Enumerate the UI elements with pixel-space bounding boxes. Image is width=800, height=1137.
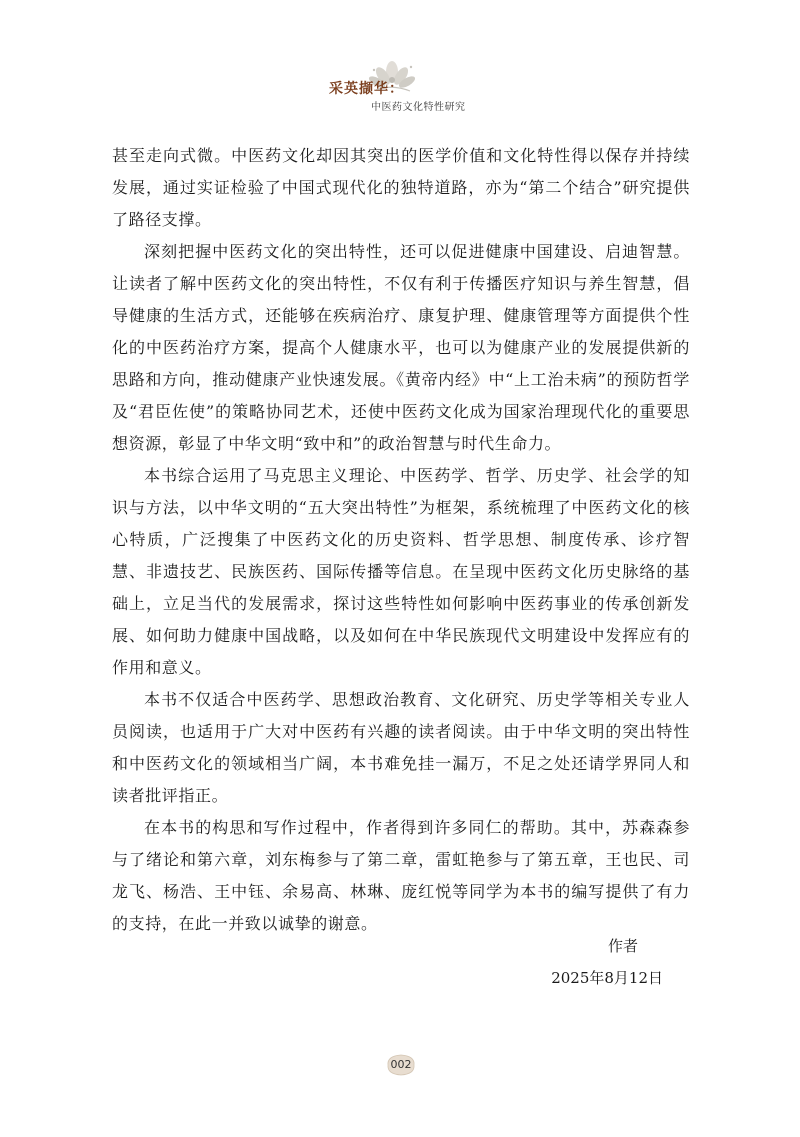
paragraph: 深刻把握中医药文化的突出特性，还可以促进健康中国建设、启迪智慧。让读者了解中医药文化的突出特性，不仅有利于传播医疗知识与养生智慧，倡导健康的生活方式，还能够在疾病治疗、康复护理、健康管理等方面提供个性化的中医药治疗方案，提高个人健康水平，也可以为健康产业的发展提供新的思路和方向，推动健康产业快速发展。《黄帝内经》中“上工治未病”的预防哲学及“君臣佐使”的策略协同艺术，还使中医药文化成为国家治理现代化的重要思想资源，彰显了中华文明“致中和”的政治智慧与时代生命力。 [112,242,690,453]
page-number: 002 [390,1058,412,1071]
paragraph: 甚至走向式微。中医药文化却因其突出的医学价值和文化特性得以保存并持续发展，通过实证检验了中国式现代化的独特道路，亦为“第二个结合”研究提供了路径支撑。 [112,146,690,229]
signature-block [551,930,663,994]
paragraph: 在本书的构思和写作过程中，作者得到许多同仁的帮助。其中，苏森森参与了绪论和第六章，刘东梅参与了第二章，雷虹艳参与了第五章，王也民、司龙飞、杨浩、王中钰、余易高、林琳、庞红悦等同学为本书的编写提供了有力的支持，在此一并致以诚挚的谢意。 [112,818,690,933]
signature-date: 2025年8月12日 [551,969,663,987]
paragraph: 本书不仅适合中医药学、思想政治教育、文化研究、历史学等相关专业人员阅读，也适用于广大对中医药有兴趣的读者阅读。由于中华文明的突出特性和中医药文化的领域相当广阔，本书难免挂一漏万，不足之处还请学界同人和读者批评指正。 [112,690,690,805]
page-number-badge [385,1052,417,1078]
paragraph: 本书综合运用了马克思主义理论、中医药学、哲学、历史学、社会学的知识与方法，以中华文明的“五大突出特性”为框架，系统梳理了中医药文化的核心特质，广泛搜集了中医药文化的历史资料、哲学思想、制度传承、诊疗智慧、非遗技艺、民族医药、国际传播等信息。在呈现中医药文化历史脉络的基础上，立足当代的发展需求，探讨这些特性如何影响中医药事业的传承创新发展、如何助力健康中国战略，以及如何在中华民族现代文明建设中发挥应有的作用和意义。 [112,466,690,677]
preface-body [112,140,690,940]
book-subtitle: 中医药文化特性研究 [371,102,466,113]
running-header [0,58,800,118]
book-title: 采英撷华： [329,81,404,97]
signature-author: 作者 [607,937,638,955]
